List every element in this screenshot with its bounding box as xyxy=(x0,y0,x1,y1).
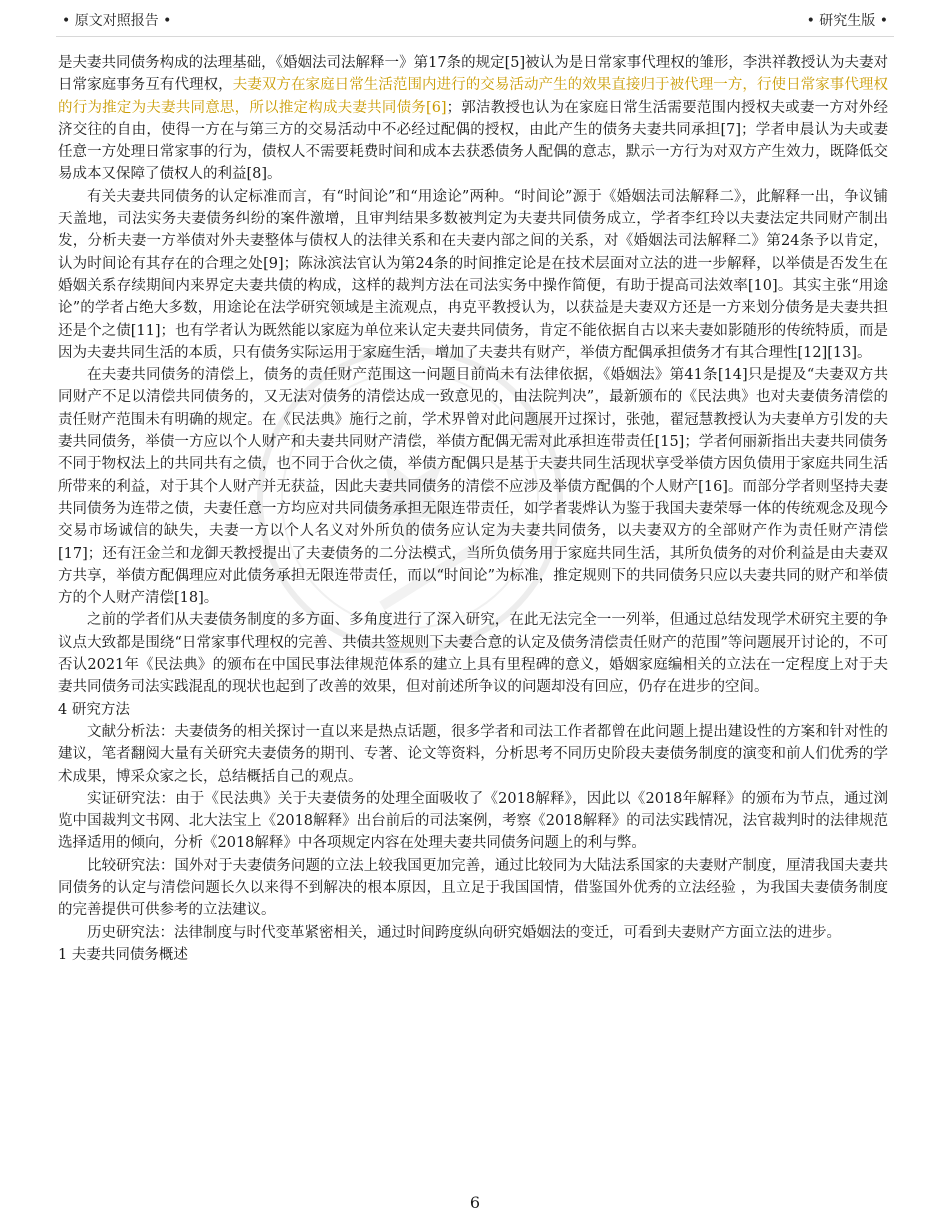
paragraph-text: 是夫妻共同债务构成的法理基础，《婚姻法司法解释一》第17条的规定[5]被认为是日常家事代理权的雏形，李洪祥教授认为夫妻对日常家庭事务互有代理权， xyxy=(58,55,888,94)
paragraph-criteria: 有关夫妻共同债务的认定标准而言，有“时间论”和“用途论”两种。“时间论”源于《婚姻法司法解释二》，此解释一出，争议铺天盖地，司法实务夫妻债务纠纷的案件激增，且审判结果多数被判定为夫妻共同债务成立，学者李红玲以夫妻法定共同财产制出发，分析夫妻一方举债对外夫妻整体与债权人的法律关系和在夫妻内部之间的关系，对《婚姻法司法解释二》第24条予以肯定，认为时间论有其存在的合理之处[9]；陈泳滨法官认为第24条的时间推定论是在技术层面对立法的进一步解释，以举债是否发生在婚姻关系存续期间内来界定夫妻共债的构成，这样的裁判方法在司法实务中操作简便，有助于提高司法效率[10]。其实主张“用途论”的学者占绝大多数，用途论在法学研究领域是主流观点，冉克平教授认为，以获益是夫妻双方还是一方来划分债务是夫妻共担还是个之债[11]；也有学者认为既然能以家庭为单位来认定夫妻共同债务，肯定不能依据自古以来夫妻如影随形的传统特质，而是因为夫妻共同生活的本质，只有债务实际运用于家庭生活，增加了夫妻共有财产，举债方配偶承担债务才有其合理性[12][13]。 xyxy=(58,188,888,361)
page-number: 6 xyxy=(469,1193,481,1212)
header-edition-label: • 研究生版 • xyxy=(806,13,888,29)
paragraph-empirical-method: 实证研究法：由于《民法典》关于夫妻债务的处理全面吸收了《2018解释》，因此以《2018年解释》的颁布为节点，通过浏览中国裁判文书网、北大法宝上《2018解释》出台前后的司法案例，考察《2018解释》的司法实践情况，法官裁判时的法律规范选择适用的倾向，分析《2018解释》中各项规定内容在处理夫妻共同债务问题上的利与弊。 xyxy=(58,790,888,852)
paragraph-literature-method: 文献分析法：夫妻债务的相关探讨一直以来是热点话题，很多学者和司法工作者都曾在此问题上提出建设性的方案和针对性的建议，笔者翻阅大量有关研究夫妻债务的期刊、专著、论文等资料，分析思考不同历史阶段夫妻债务制度的演变和前人们优秀的学术成果，博采众家之长，总结概括自己的观点。 xyxy=(58,723,888,785)
paragraph-comparative-method: 比较研究法：国外对于夫妻债务问题的立法上较我国更加完善，通过比较同为大陆法系国家的夫妻财产制度，厘清我国夫妻共同债务的认定与清偿问题长久以来得不到解决的根本原因，且立足于我国国情，借鉴国外优秀的立法经验 ，为我国夫妻债务制度的完善提供可供参考的立法建议。 xyxy=(58,857,888,919)
highlighted-text: 夫妻双方在家庭日常生活范围内进行的交易活动产生的效果直接归于被代理一方，行使日常家事代理权的行为推定为夫妻共同意思，所以推定构成夫妻共同债务[6] xyxy=(58,77,888,116)
paragraph-summary: 之前的学者们从夫妻债务制度的多方面、多角度进行了深入研究，在此无法完全一一列举，但通过总结发现学术研究主要的争议点大致都是围绕“日常家事代理权的完善、共债共签规则下夫妻合意的认定及债务清偿责任财产的范围”等问题展开讨论的，不可否认2021年《民法典》的颁布在中国民事法律规范体系的建立上具有里程碑的意义，婚姻家庭编相关的立法在一定程度上对于夫妻共同债务司法实践混乱的现状也起到了改善的效果，但对前述所争议的问题却没有回应，仍存在进步的空间。 xyxy=(58,612,888,696)
header-report-label: • 原文对照报告 • xyxy=(62,13,172,29)
section-heading-methods: 4 研究方法 xyxy=(58,701,130,718)
header-divider xyxy=(56,36,894,37)
document-body xyxy=(58,52,888,966)
page-header xyxy=(62,10,888,30)
paragraph-historical-method: 历史研究法：法律制度与时代变革紧密相关，通过时间跨度纵向研究婚姻法的变迁，可看到夫妻财产方面立法的进步。 xyxy=(87,924,841,941)
paragraph-daily-agency xyxy=(58,52,888,186)
section-heading-overview: 1 夫妻共同债务概述 xyxy=(58,946,188,963)
paragraph-text: ；郭洁教授也认为在家庭日常生活需要范围内授权夫或妻一方对外经济交往的自由，使得一方在与第三方的交易活动中不必经过配偶的授权，由此产生的债务夫妻共同承担[7]；学者申晨认为夫或妻任意一方处理日常家事的行为，债权人不需要耗费时间和成本去获悉债务人配偶的意志，默示一方行为对双方产生效力，既降低交易成本又保障了债权人的利益[8]。 xyxy=(58,99,888,183)
paragraph-repayment: 在夫妻共同债务的清偿上，债务的责任财产范围这一问题目前尚未有法律依据，《婚姻法》第41条[14]只是提及“夫妻双方共同财产不足以清偿共同债务的，又无法对债务的清偿达成一致意见的，由法院判决”，最新颁布的《民法典》也对夫妻债务清偿的责任财产范围未有明确的规定。在《民法典》施行之前，学术界曾对此问题展开过探讨，张弛，翟冠慧教授认为夫妻单方引发的夫妻共同债务，举债一方应以个人财产和夫妻共同财产清偿，举债方配偶无需对此承担连带责任[15]；学者何丽新指出夫妻共同债务不同于物权法上的共同共有之债，也不同于合伙之债，举债方配偶只是基于夫妻共同生活现状享受举债方因负债用于家庭共同生活所带来的利益，对于其个人财产并无获益，因此夫妻共同债务的清偿不应涉及举债方配偶的个人财产[16]。而部分学者则坚持夫妻共同债务为连带之债，夫妻任意一方均应对共同债务承担无限连带责任，如学者裴烨认为鉴于我国夫妻荣辱一体的传统观念及现今交易市场诚信的缺失，夫妻一方以个人名义对外所负的债务应认定为夫妻共同债务，以夫妻双方的全部财产作为责任财产清偿[17]；还有汪金兰和龙御天教授提出了夫妻债务的二分法模式，当所负债务用于家庭共同生活，其所负债务的对价利益是由夫妻双方共享，举债方配偶理应对此债务承担无限连带责任，而以“时间论”为标准，推定规则下的共同债务只应以夫妻共同的财产和举债方的个人财产清偿[18]。 xyxy=(58,367,888,607)
